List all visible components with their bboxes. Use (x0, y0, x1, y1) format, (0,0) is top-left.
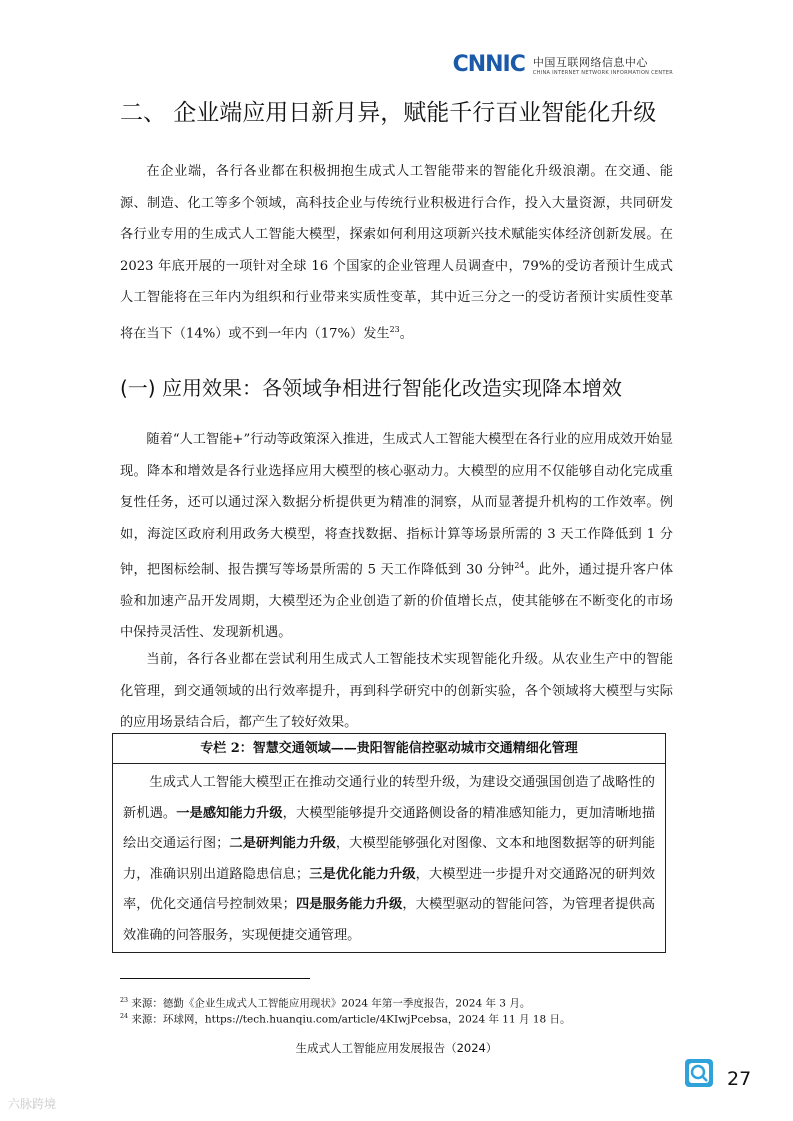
box-point-4: 四是服务能力升级 (295, 897, 403, 912)
box-point-1-text: ，大模型能够提升交通路侧设备的精准感知能力，更加清晰地描绘出交通运行图； (123, 805, 656, 851)
paragraph-effects-text: 随着“人工智能+”行动等政策深入推进，生成式人工智能大模型在各行业的应用成效开始显现。降本和增效是各行业选择应用大模型的核心驱动力。大模型的应用不仅能够自动化完成重复性任务，还可以通过深入数据分析提供更为精准的洞察，从而显著提升机构的工作效率。例如，海淀区政府利用政务大模型，将查找数据、指标计算等场景所需的 3 天工作降低到 1 分钟，把图标绘制、报告撰写等场景所需的 5 天工作降低到 30 分钟 (120, 432, 673, 578)
box-point-3: 三是优化能力升级 (309, 866, 416, 882)
logo-en: CHINA INTERNET NETWORK INFORMATION CENTER (532, 69, 673, 76)
logo-mark: CNNIC (452, 52, 525, 77)
cnnic-page-icon (684, 1058, 714, 1088)
column-box-body (113, 764, 665, 951)
box-point-4-text: ，大模型驱动的智能问答，为管理者提供高效准确的问答服务，实现便捷交通管理。 (123, 897, 656, 943)
footnote-ref-24[interactable]: 24 (514, 561, 525, 570)
footnote-23-text: 来源：德勤《企业生成式人工智能应用现状》2024 年第一季度报告，2024 年 3 月。 (128, 997, 531, 1010)
paragraph-enterprise-end: 。 (399, 325, 413, 341)
paragraph-enterprise-text: 在企业端，各行各业都在积极拥抱生成式人工智能带来的智能化升级浪潮。在交通、能源、制造、化工等多个领域，高科技企业与传统行业积极进行合作，投入大量资源，共同研发各行业专用的生成式人工智能大模型，探索如何利用这项新兴技术赋能实体经济创新发展。在 2023 年底开展的一项针对全球 16 个国家的企业管理人员调查中，79%的受访者预计生成式人工智能将在三年内为组织和行业带来实质性变革，其中近三分之一的受访者预计实质性变革将在当下（14%）或不到一年内（17%）发生 (120, 164, 673, 341)
box-intro: 生成式人工智能大模型正在推动交通行业的转型升级，为建设交通强国创造了战略性的新机遇。 (123, 775, 655, 821)
footnote-24 (120, 1010, 571, 1027)
footnote-23-num: 23 (120, 997, 129, 1004)
paragraph-effects (120, 424, 673, 649)
paragraph-enterprise (120, 156, 673, 349)
column-box (112, 733, 666, 953)
box-point-2-text: ，大模型能够强化对图像、文本和地图数据等的研判能力，准确识别出道路隐患信息； (123, 836, 656, 882)
subsection-title: (一) 应用效果：各领域争相进行智能化改造实现降本增效 (120, 376, 622, 400)
footnote-24-num: 24 (120, 1013, 129, 1020)
logo-cn: 中国互联网络信息中心 (532, 55, 648, 69)
cnnic-logo (453, 52, 673, 77)
footnote-23 (120, 994, 530, 1011)
paragraph-current: 当前，各行各业都在尝试利用生成式人工智能技术实现智能化升级。从农业生产中的智能化管理，到交通领域的出行效率提升，再到科学研究中的创新实验，各个领域将大模型与实际的应用场景结合后，都产生了较好效果。 (120, 652, 673, 730)
page-number: 27 (727, 1068, 752, 1090)
footnote-divider (120, 978, 310, 979)
footnote-24-text[interactable]: 来源：环球网，https://tech.huanqiu.com/article/4KIwjPcebsa，2024 年 11 月 18 日。 (128, 1013, 571, 1026)
box-point-2: 二是研判能力升级 (229, 836, 336, 851)
logo-text (533, 54, 673, 76)
paragraph-effects-text-after: 。此外，通过提升客户体验和加速产品开发周期，大模型还为企业创造了新的价值增长点，使其能够在不断变化的市场中保持灵活性、发现新机遇。 (120, 562, 674, 641)
footer-report-title: 生成式人工智能应用发展报告（2024） (295, 1041, 498, 1055)
section-title: 二、 企业端应用日新月异，赋能千行百业智能化升级 (120, 100, 657, 126)
watermark: 六脉跨境 (8, 1097, 57, 1111)
box-point-1: 一是感知能力升级 (176, 805, 283, 821)
box-point-3-text: ，大模型进一步提升对交通路况的研判效率，优化交通信号控制效果； (123, 866, 656, 912)
column-box-title: 专栏 2：智慧交通领域——贵阳智能信控驱动城市交通精细化管理 (113, 734, 665, 764)
footnote-ref-23[interactable]: 23 (389, 324, 400, 334)
